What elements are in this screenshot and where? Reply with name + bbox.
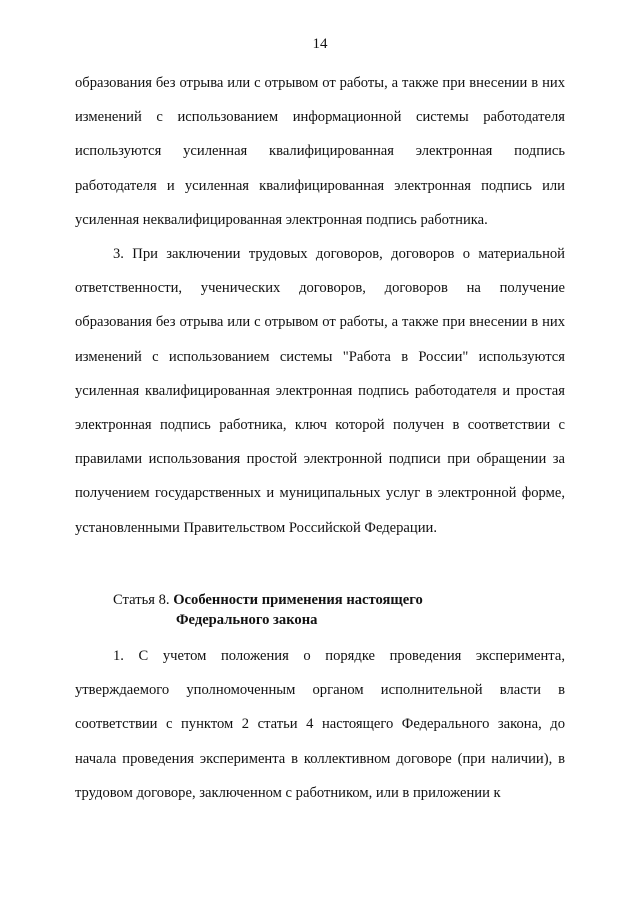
paragraph-continued: образования без отрыва или с отрывом от работы, а также при внесении в них изменений с использованием информационной системы работодателя используются усиленная квалифицированная электронная подпись работодателя и усиленная квалифицированная электронная подпись или усиленная неквалифицированная электронная подпись работника. (75, 75, 565, 228)
paragraph-3-block (75, 237, 565, 545)
article-8-paragraph-block (75, 639, 565, 810)
paragraph-3: 3. При заключении трудовых договоров, договоров о материальной ответственности, ученических договоров, договоров на получение образования без отрыва или с отрывом от работы, а также при внесении в них изменений с использованием системы "Работа в России" используются усиленная квалифицированная электронная подпись работодателя и простая электронная подпись работника, ключ которой получен в соответствии с правилами использования простой электронной подписи при обращении за получением государственных и муниципальных услуг в электронной форме, установленными Правительством Российской Федерации. (75, 246, 565, 536)
article-title-line1: Особенности применения настоящего (173, 592, 423, 608)
page-number: 14 (312, 36, 328, 52)
article-8-paragraph-1: 1. С учетом положения о порядке проведения эксперимента, утверждаемого уполномоченным органом исполнительной власти в соответствии с пунктом 2 статьи 4 настоящего Федерального закона, до начала проведения эксперимента в коллективном договоре (при наличии), в трудовом договоре, заключенном с работником, или в приложении к (75, 648, 565, 801)
article-heading (113, 590, 565, 630)
article-title-line2: Федерального закона (176, 612, 318, 628)
article-label: Статья 8. (113, 592, 170, 608)
continued-paragraph-block (75, 66, 565, 237)
